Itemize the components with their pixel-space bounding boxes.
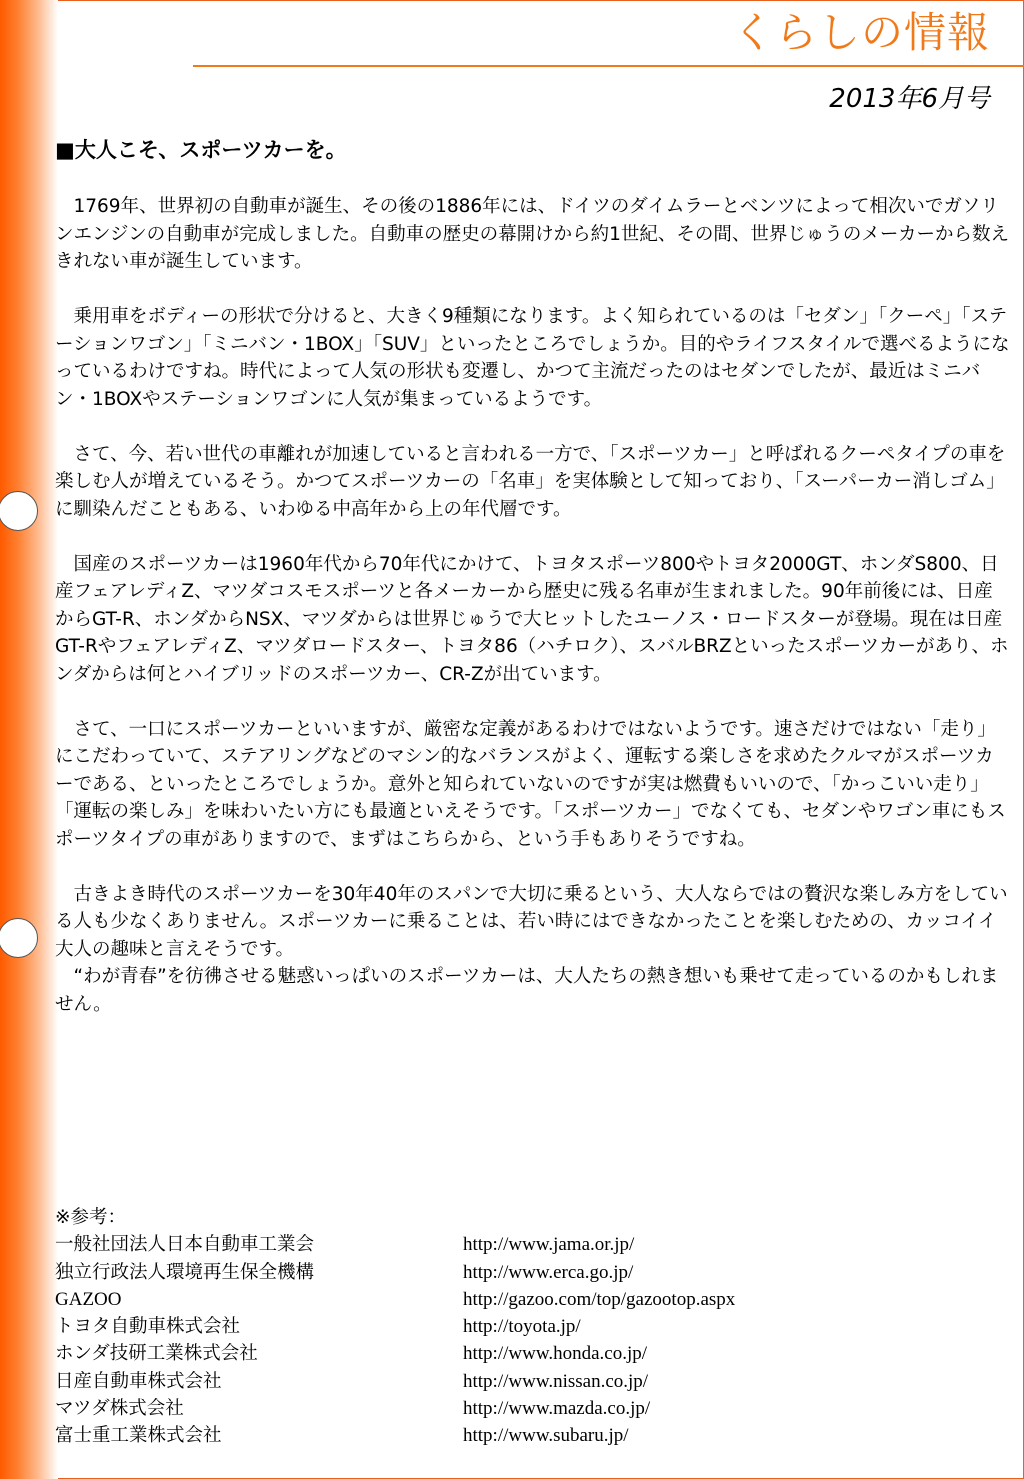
header-divider (193, 65, 1024, 67)
article-body (55, 193, 1010, 1018)
reference-row (55, 1313, 955, 1340)
reference-name: 日産自動車株式会社 (55, 1370, 222, 1392)
reference-name: マツダ株式会社 (55, 1398, 184, 1420)
reference-url[interactable]: http://www.nissan.co.jp/ (463, 1370, 649, 1392)
reference-row (55, 1286, 955, 1313)
reference-url[interactable]: http://www.erca.go.jp/ (463, 1261, 634, 1283)
newsletter-title: くらしの情報 (731, 8, 990, 57)
reference-url[interactable]: http://www.mazda.co.jp/ (463, 1398, 651, 1420)
paragraph: さて、一口にスポーツカーといいますが、厳密な定義があるわけではないようです。速さだけではない「走り」にこだわっていて、ステアリングなどのマシン的なバランスがよく、運転する楽しさを求めたクルマがスポーツカーである、といったところでしょうか。意外と知られていないのですが実は燃費もいいので、「かっこいい走り」「運転の楽しみ」を味わいたい方にも最適といえそうです。「スポーツカー」でなくても、セダンやワゴン車にもスポーツタイプの車がありますので、まずはこちらから、という手もありそうですね。 (55, 718, 1006, 850)
reference-row (55, 1422, 955, 1449)
reference-url[interactable]: http://www.subaru.jp/ (463, 1425, 629, 1447)
reference-url[interactable]: http://toyota.jp/ (463, 1316, 581, 1338)
reference-row (55, 1259, 955, 1286)
references-section (55, 1204, 955, 1450)
reference-name: 独立行政法人環境再生保全機構 (55, 1261, 315, 1283)
paragraph: 乗用車をボディーの形状で分けると、大きく9種類になります。よく知られているのは「セダン」「クーペ」「ステーションワゴン」「ミニバン・1BOX」「SUV」といったところでしょうか。目的やライフスタイルで選べるようになっているわけですね。時代によって人気の形状も変遷し、かつて主流だったのはセダンでしたが、最近はミニバン・1BOXやステーションワゴンに人気が集まっているようです。 (55, 306, 1010, 410)
reference-row (55, 1231, 955, 1258)
reference-url[interactable]: http://www.jama.or.jp/ (463, 1234, 635, 1256)
paragraph: 国産のスポーツカーは1960年代から70年代にかけて、トヨタスポーツ800やトヨタ2000GT、ホンダS800、日産フェアレディZ、マツダコスモスポーツと各メーカーから歴史に残る名車が生まれました。90年前後には、日産からGT-R、ホンダからNSX、マツダからは世界じゅうで大ヒットしたユーノス・ロードスターが登場。現在は日産GT-RやフェアレディZ、マツダロードスター、トヨタ86（ハチロク）、スバルBRZといったスポーツカーがあり、ホンダからは何とハイブリッドのスポーツカー、CR-Zが出ています。 (55, 553, 1009, 685)
reference-url[interactable]: http://www.honda.co.jp/ (463, 1343, 647, 1365)
issue-date: 2013年6月号 (829, 84, 990, 114)
reference-name: ホンダ技研工業株式会社 (55, 1343, 258, 1365)
reference-row (55, 1340, 955, 1367)
reference-name: トヨタ自動車株式会社 (55, 1316, 241, 1338)
reference-row (55, 1395, 955, 1422)
reference-name: 富士重工業株式会社 (55, 1425, 222, 1447)
left-gradient-band (0, 0, 58, 1479)
paragraph: 1769年、世界初の自動車が誕生、その後の1886年には、ドイツのダイムラーとベンツによって相次いでガソリンエンジンの自動車が完成しました。自動車の歴史の幕開けから約1世紀、その間、世界じゅうのメーカーから数えきれない車が誕生しています。 (55, 196, 1009, 272)
paragraph: “わが青春”を彷彿させる魅惑いっぱいのスポーツカーは、大人たちの熱き想いも乗せて走っているのかもしれません。 (55, 966, 999, 1015)
article-heading: ■大人こそ、スポーツカーを。 (55, 138, 347, 162)
reference-name: 一般社団法人日本自動車工業会 (55, 1234, 315, 1256)
paragraph: さて、今、若い世代の車離れが加速していると言われる一方で、「スポーツカー」と呼ばれるクーペタイプの車を楽しむ人が増えているそう。かつてスポーツカーの「名車」を実体験として知っており、「スーパーカー消しゴム」に馴染んだこともある、いわゆる中高年から上の年代層です。 (55, 443, 1006, 520)
reference-url[interactable]: http://gazoo.com/top/gazootop.aspx (463, 1288, 736, 1310)
paragraph: 古きよき時代のスポーツカーを30年40年のスパンで大切に乗るという、大人ならではの贅沢な楽しみ方をしている人も少なくありません。スポーツカーに乗ることは、若い時にはできなかったことを楽しむための、カッコイイ大人の趣味と言えそうです。 (55, 883, 1008, 960)
reference-row (55, 1368, 955, 1395)
reference-name: GAZOO (55, 1288, 122, 1310)
references-label: ※参考： (55, 1207, 127, 1228)
